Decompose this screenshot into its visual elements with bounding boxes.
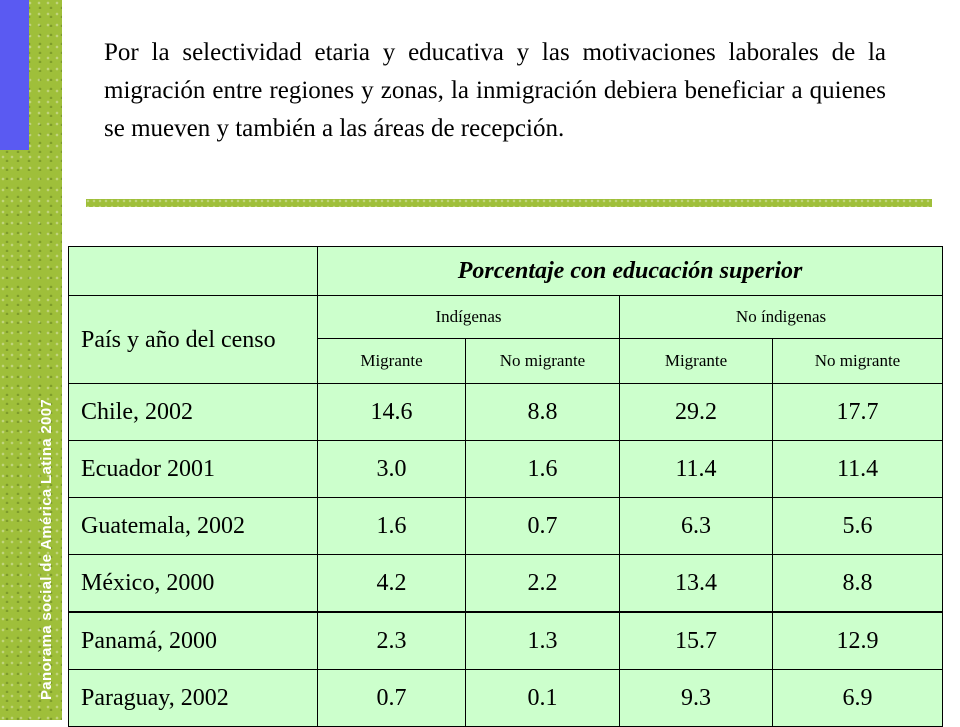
subheader-cell: No migrante: [773, 339, 943, 384]
country-cell: México, 2000: [69, 555, 318, 613]
value-cell: 11.4: [773, 441, 943, 498]
education-table: [68, 246, 943, 727]
country-cell: Paraguay, 2002: [69, 670, 318, 727]
value-cell: 0.1: [466, 670, 620, 727]
country-cell: Panamá, 2000: [69, 612, 318, 670]
group-header-indigenas: Indígenas: [318, 296, 620, 339]
table-row: [69, 670, 943, 727]
country-cell: Chile, 2002: [69, 384, 318, 441]
table-row: [69, 555, 943, 613]
value-cell: 6.9: [773, 670, 943, 727]
value-cell: 12.9: [773, 612, 943, 670]
value-cell: 4.2: [318, 555, 466, 613]
table-row: [69, 612, 943, 670]
group-header-no-indigenas: No índigenas: [620, 296, 943, 339]
empty-corner-cell: [69, 247, 318, 296]
table-row: [69, 498, 943, 555]
table-header-row: [69, 247, 943, 296]
value-cell: 0.7: [318, 670, 466, 727]
value-cell: 29.2: [620, 384, 773, 441]
value-cell: 2.2: [466, 555, 620, 613]
value-cell: 11.4: [620, 441, 773, 498]
country-header: País y año del censo: [69, 296, 318, 384]
value-cell: 8.8: [773, 555, 943, 613]
subheader-cell: Migrante: [620, 339, 773, 384]
value-cell: 2.3: [318, 612, 466, 670]
group-header-row: [69, 296, 943, 339]
country-cell: Ecuador 2001: [69, 441, 318, 498]
value-cell: 5.6: [773, 498, 943, 555]
table-row: [69, 441, 943, 498]
value-cell: 17.7: [773, 384, 943, 441]
value-cell: 9.3: [620, 670, 773, 727]
value-cell: 3.0: [318, 441, 466, 498]
main-header: Porcentaje con educación superior: [318, 247, 943, 296]
value-cell: 1.6: [318, 498, 466, 555]
divider-rule: [86, 199, 932, 207]
value-cell: 1.3: [466, 612, 620, 670]
value-cell: 0.7: [466, 498, 620, 555]
vertical-title: Panorama social de América Latina 2007: [38, 399, 55, 700]
value-cell: 1.6: [466, 441, 620, 498]
value-cell: 15.7: [620, 612, 773, 670]
value-cell: 14.6: [318, 384, 466, 441]
intro-paragraph: Por la selectividad etaria y educativa y las motivaciones laborales de la migración entre regiones y zonas, la inmigración debiera beneficiar a quienes se mueven y también a las áreas de recepción.: [104, 39, 886, 142]
country-cell: Guatemala, 2002: [69, 498, 318, 555]
subheader-cell: No migrante: [466, 339, 620, 384]
blue-accent-block: [0, 0, 29, 150]
subheader-cell: Migrante: [318, 339, 466, 384]
value-cell: 13.4: [620, 555, 773, 613]
value-cell: 8.8: [466, 384, 620, 441]
value-cell: 6.3: [620, 498, 773, 555]
table-row: [69, 384, 943, 441]
